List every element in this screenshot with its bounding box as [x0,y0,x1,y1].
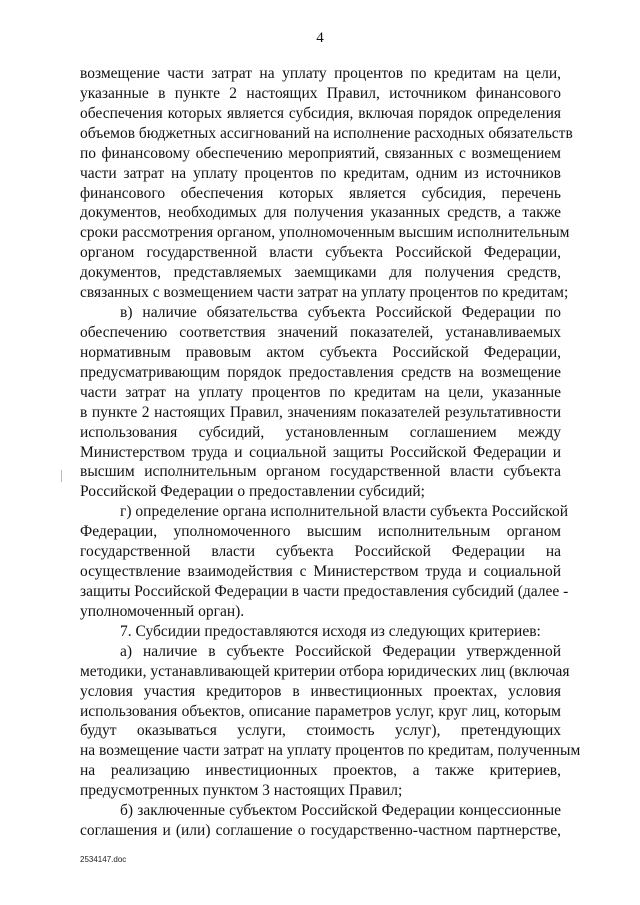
text-line: б) заключенные субъектом Российской Федерации концессионные [120,802,561,820]
text-line: на реализацию инвестиционных проектов, а также критериев, [80,762,561,780]
text-line: Российской Федерации о предоставлении субсидий; [80,483,425,501]
text-line: указанные в пункте 2 настоящих Правил, источником финансового [80,84,561,102]
text-line: сроки рассмотрения органом, уполномоченным высшим исполнительным [80,224,570,242]
text-line: части затрат на уплату процентов по кредитам на цели, указанные [80,383,561,401]
text-line: методики, устанавливающей критерии отбора юридических лиц (включая [80,662,570,680]
text-line: уполномоченный орган). [80,602,245,620]
margin-mark [61,470,64,482]
text-line: в) наличие обязательства субъекта Российской Федерации по [120,304,561,322]
text-line: объемов бюджетных ассигнований на исполнение расходных обязательств [80,124,573,142]
text-line: связанных с возмещением части затрат на уплату процентов по кредитам; [80,284,569,302]
text-line: в пункте 2 настоящих Правил, значениям показателей результативности [80,403,561,421]
text-line: документов, необходимых для получения указанных средств, а также [80,204,561,222]
text-line: будут оказываться услуги, стоимость услуг), претендующих [80,722,561,740]
text-line: а) наличие в субъекте Российской Федерации утвержденной [120,642,561,660]
text-line: органом государственной власти субъекта Российской Федерации, [80,244,561,262]
text-line: обеспечению соответствия значений показателей, устанавливаемых [80,323,561,341]
text-line: документов, представляемых заемщиками для получения средств, [80,264,561,282]
text-line: осуществление взаимодействия с Министерством труда и социальной [80,563,561,581]
text-line: г) определение органа исполнительной власти субъекта Российской [120,503,568,521]
text-line: государственной власти субъекта Российской Федерации на [80,543,561,561]
text-line: предусматривающим порядок предоставления средств на возмещение [80,363,561,381]
text-line: финансового обеспечения которых является субсидия, перечень [80,184,561,202]
text-line: 7. Субсидии предоставляются исходя из следующих критериев: [120,622,541,640]
text-line: части затрат на уплату процентов по кредитам, одним из источников [80,164,561,182]
text-line: нормативным правовым актом субъекта Российской Федерации, [80,343,561,361]
text-line: Федерации, уполномоченного высшим исполнительным органом [80,523,561,541]
text-line: на возмещение части затрат на уплату процентов по кредитам, полученным [80,742,581,760]
text-line: по финансовому обеспечению мероприятий, связанных с возмещением [80,144,561,162]
page-number: 4 [316,30,324,46]
text-line: использования объектов, описание параметров услуг, круг лиц, которым [80,702,561,720]
text-line: возмещение части затрат на уплату процентов по кредитам на цели, [80,65,561,82]
text-line: соглашения и (или) соглашение о государственно-частном партнерстве, [80,822,561,840]
text-line: обеспечения которых является субсидия, включая порядок определения [80,104,561,122]
text-line: использования субсидий, установленным соглашением между [80,423,561,441]
document-body [80,64,581,841]
text-line: предусмотренных пунктом 3 настоящих Правил; [80,782,403,800]
file-name-footer: 2534147.doc [80,855,127,864]
text-line: защиты Российской Федерации в части предоставления субсидий (далее - [80,582,569,600]
text-line: условия участия кредиторов в инвестиционных проектах, условия [80,682,561,700]
text-line: Министерством труда и социальной защиты Российской Федерации и [80,443,561,461]
text-line: высшим исполнительным органом государственной власти субъекта [80,463,561,481]
